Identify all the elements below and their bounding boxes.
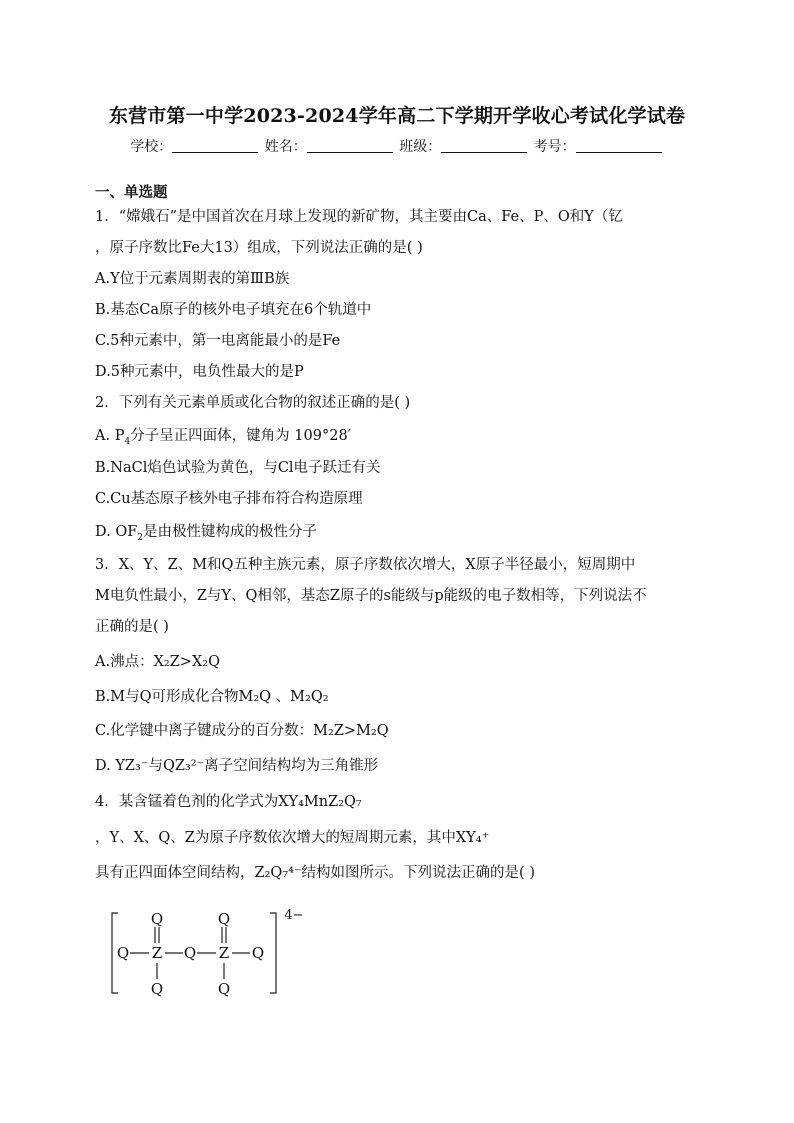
class-label: 班级： bbox=[399, 139, 442, 155]
atom-z-left: Z bbox=[151, 944, 163, 962]
dichromate-structure-diagram bbox=[108, 905, 318, 1000]
atom-q-left: Q bbox=[116, 944, 130, 962]
q3-stem-line1: 3．X、Y、Z、M和Q五种主族元素，原子序数依次增大，X原子半径最小，短周期中 bbox=[95, 557, 636, 573]
atom-q-bridge: Q bbox=[183, 944, 197, 962]
q1-option-d: D.5种元素中，电负性最大的是P bbox=[95, 364, 304, 380]
exam-number-blank[interactable] bbox=[576, 138, 662, 153]
q1-option-c: C.5种元素中，第一电离能最小的是Fe bbox=[95, 333, 341, 349]
q4-stem-line3: 具有正四面体空间结构，Z₂Q₇⁴⁻结构如图所示。下列说法正确的是( ) bbox=[95, 865, 535, 881]
right-bracket bbox=[270, 913, 276, 993]
q2-stem: 2．下列有关元素单质或化合物的叙述正确的是( ) bbox=[95, 395, 411, 411]
q2-option-a: A. $P_4$分子呈正四面体，键角为 109°28′ bbox=[95, 428, 351, 447]
q2-option-c: C.Cu基态原子核外电子排布符合构造原理 bbox=[95, 491, 363, 507]
exam-title: 东营市第一中学2023-2024学年高二下学期开学收心考试化学试卷 bbox=[108, 105, 686, 127]
student-info-line bbox=[0, 136, 794, 156]
q3-option-d: D. YZ₃⁻与QZ₃²⁻离子空间结构均为三角锥形 bbox=[95, 758, 379, 774]
q3-stem-line2: M电负性最小，Z与Y、Q相邻，基态Z原子的s能级与p能级的电子数相等，下列说法不 bbox=[95, 588, 647, 604]
q1-stem-line2: ，原子序数比Fe大13）组成，下列说法正确的是( ) bbox=[95, 240, 423, 256]
q1-option-b: B.基态Ca原子的核外电子填充在6个轨道中 bbox=[95, 302, 372, 318]
q1-stem-line1: 1．“嫦娥石”是中国首次在月球上发现的新矿物，其主要由Ca、Fe、P、O和Y（钇 bbox=[95, 209, 623, 225]
q4-stem-line2: ，Y、X、Q、Z为原子序数依次增大的短周期元素，其中XY₄⁺ bbox=[95, 830, 490, 846]
atom-q-right: Q bbox=[251, 944, 265, 962]
atom-q-top-right: Q bbox=[217, 910, 231, 928]
exam-number-label: 考号： bbox=[533, 139, 576, 155]
q3-option-b: B.M与Q可形成化合物M₂Q 、M₂Q₂ bbox=[95, 689, 329, 705]
q2-option-d: D. $OF_2$是由极性键构成的极性分子 bbox=[95, 524, 318, 543]
q1-option-a: A.Y位于元素周期表的第ⅢB族 bbox=[95, 271, 290, 287]
atom-z-right: Z bbox=[218, 944, 230, 962]
q4-stem-line1: 4．某含锰着色剂的化学式为XY₄MnZ₂Q₇ bbox=[95, 794, 362, 810]
q3-option-a: A.沸点：X₂Z>X₂Q bbox=[95, 654, 220, 670]
ion-charge: 4− bbox=[284, 908, 304, 923]
class-blank[interactable] bbox=[441, 138, 527, 153]
name-blank[interactable] bbox=[307, 138, 393, 153]
name-label: 姓名： bbox=[264, 139, 307, 155]
section-heading: 一、单选题 bbox=[95, 184, 168, 201]
school-blank[interactable] bbox=[172, 138, 258, 153]
atom-q-bottom-left: Q bbox=[150, 980, 164, 998]
q3-stem-line3: 正确的是( ) bbox=[95, 619, 169, 635]
q2-option-b: B.NaCl焰色试验为黄色，与Cl电子跃迁有关 bbox=[95, 460, 381, 476]
atom-q-bottom-right: Q bbox=[217, 980, 231, 998]
school-label: 学校： bbox=[130, 139, 173, 155]
q3-option-c: C.化学键中离子键成分的百分数：M₂Z>M₂Q bbox=[95, 723, 389, 739]
atom-q-top-left: Q bbox=[150, 910, 164, 928]
